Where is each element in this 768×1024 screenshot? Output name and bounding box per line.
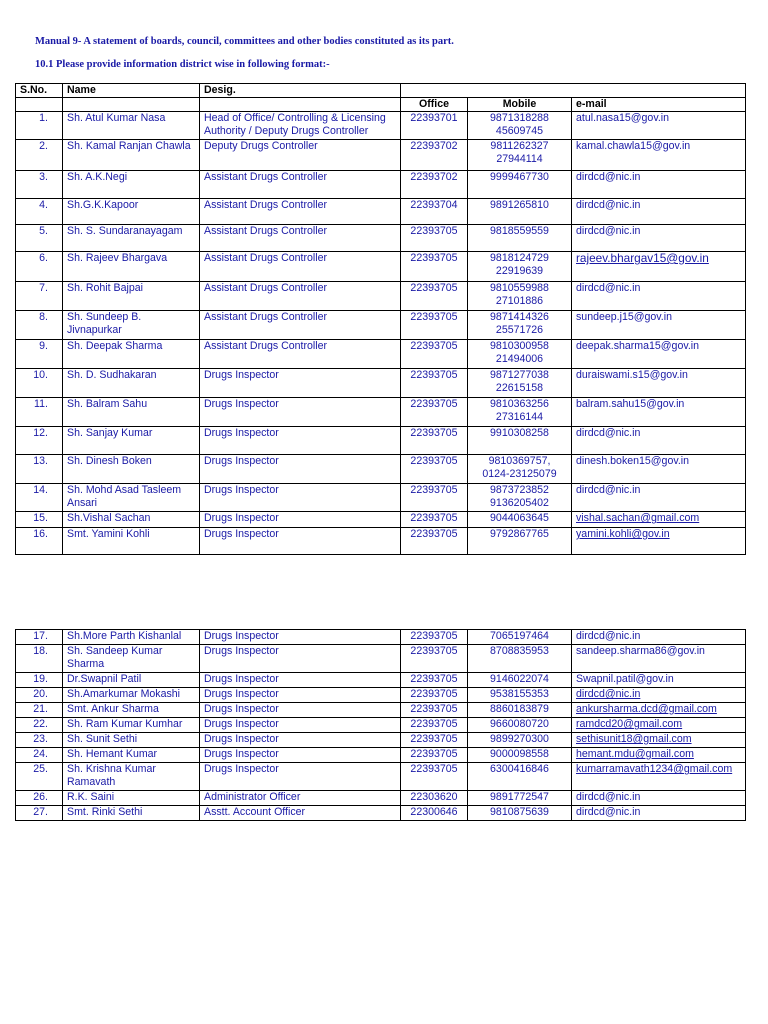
cell-designation: Drugs Inspector bbox=[200, 748, 401, 763]
table-header-row bbox=[16, 84, 746, 98]
table-row bbox=[16, 512, 746, 528]
officers-table-part-2 bbox=[15, 629, 746, 821]
cell-mobile: 9810369757, 0124-23125079 bbox=[468, 455, 572, 484]
cell-mobile: 6300416846 bbox=[468, 763, 572, 791]
email-text: sandeep.sharma86@gov.in bbox=[576, 645, 705, 657]
table-row bbox=[16, 171, 746, 199]
cell-designation: Drugs Inspector bbox=[200, 688, 401, 703]
cell-email bbox=[572, 512, 746, 528]
email-text[interactable]: sethisunit18@gmail.com bbox=[576, 733, 692, 745]
table-row bbox=[16, 112, 746, 140]
cell-name: Sh.More Parth Kishanlal bbox=[63, 630, 200, 645]
column-header-office: Office bbox=[401, 98, 468, 112]
cell-mobile: 8860183879 bbox=[468, 703, 572, 718]
cell-email bbox=[572, 748, 746, 763]
column-header-email: e-mail bbox=[572, 98, 746, 112]
cell-designation: Drugs Inspector bbox=[200, 528, 401, 555]
cell-email bbox=[572, 225, 746, 252]
email-text: sundeep.j15@gov.in bbox=[576, 311, 672, 323]
cell-sno: 3. bbox=[16, 171, 63, 199]
cell-name: Sh. S. Sundaranayagam bbox=[63, 225, 200, 252]
cell-sno: 27. bbox=[16, 806, 63, 821]
officers-table-body-1 bbox=[16, 112, 746, 555]
section-heading: 10.1 Please provide information district wise in following format:- bbox=[35, 59, 330, 70]
cell-name: Smt. Ankur Sharma bbox=[63, 703, 200, 718]
cell-office-phone: 22393705 bbox=[401, 688, 468, 703]
cell-designation: Drugs Inspector bbox=[200, 512, 401, 528]
cell-office-phone: 22393705 bbox=[401, 630, 468, 645]
cell-mobile: 9871277038 22615158 bbox=[468, 369, 572, 398]
cell-sno: 7. bbox=[16, 282, 63, 311]
cell-name: Sh. Mohd Asad Tasleem Ansari bbox=[63, 484, 200, 512]
email-text: dirdcd@nic.in bbox=[576, 806, 641, 818]
cell-office-phone: 22303620 bbox=[401, 791, 468, 806]
email-text[interactable]: yamini.kohli@gov.in bbox=[576, 528, 670, 540]
cell-mobile: 9999467730 bbox=[468, 171, 572, 199]
table-row bbox=[16, 645, 746, 673]
cell-name: Smt. Rinki Sethi bbox=[63, 806, 200, 821]
cell-name: Sh. Sandeep Kumar Sharma bbox=[63, 645, 200, 673]
cell-sno: 24. bbox=[16, 748, 63, 763]
cell-mobile: 9810875639 bbox=[468, 806, 572, 821]
cell-email bbox=[572, 645, 746, 673]
table-row bbox=[16, 718, 746, 733]
cell-mobile: 9818124729 22919639 bbox=[468, 252, 572, 282]
officers-table-part-1 bbox=[15, 83, 746, 555]
cell-sno: 20. bbox=[16, 688, 63, 703]
cell-email bbox=[572, 171, 746, 199]
table-row bbox=[16, 733, 746, 748]
cell-name: Sh. Kamal Ranjan Chawla bbox=[63, 140, 200, 171]
table-row bbox=[16, 748, 746, 763]
cell-name: Sh.Vishal Sachan bbox=[63, 512, 200, 528]
table-row bbox=[16, 282, 746, 311]
cell-email bbox=[572, 282, 746, 311]
cell-office-phone: 22393702 bbox=[401, 171, 468, 199]
cell-sno: 4. bbox=[16, 199, 63, 225]
table-row bbox=[16, 791, 746, 806]
cell-designation: Administrator Officer bbox=[200, 791, 401, 806]
cell-name: Dr.Swapnil Patil bbox=[63, 673, 200, 688]
cell-office-phone: 22393705 bbox=[401, 252, 468, 282]
email-text: dirdcd@nic.in bbox=[576, 199, 641, 211]
table-row bbox=[16, 199, 746, 225]
cell-office-phone: 22393705 bbox=[401, 718, 468, 733]
cell-designation: Drugs Inspector bbox=[200, 645, 401, 673]
cell-sno: 23. bbox=[16, 733, 63, 748]
email-text[interactable]: ramdcd20@gmail.com bbox=[576, 718, 683, 730]
cell-office-phone: 22393704 bbox=[401, 199, 468, 225]
cell-designation: Assistant Drugs Controller bbox=[200, 252, 401, 282]
email-text: balram.sahu15@gov.in bbox=[576, 398, 685, 410]
cell-email bbox=[572, 427, 746, 455]
email-text: dirdcd@nic.in bbox=[576, 282, 641, 294]
cell-name: Sh. Dinesh Boken bbox=[63, 455, 200, 484]
cell-designation: Head of Office/ Controlling & Licensing Authority / Deputy Drugs Controller bbox=[200, 112, 401, 140]
table-row bbox=[16, 455, 746, 484]
document-title: Manual 9- A statement of boards, council, committees and other bodies constituted as its part. bbox=[35, 36, 454, 47]
cell-designation: Drugs Inspector bbox=[200, 484, 401, 512]
cell-office-phone: 22393705 bbox=[401, 369, 468, 398]
email-text: atul.nasa15@gov.in bbox=[576, 112, 670, 124]
cell-mobile: 8708835953 bbox=[468, 645, 572, 673]
cell-designation: Drugs Inspector bbox=[200, 718, 401, 733]
cell-email bbox=[572, 140, 746, 171]
cell-mobile: 9891772547 bbox=[468, 791, 572, 806]
email-text: dirdcd@nic.in bbox=[576, 630, 641, 642]
cell-name: Sh. D. Sudhakaran bbox=[63, 369, 200, 398]
cell-name: Sh. Balram Sahu bbox=[63, 398, 200, 427]
email-text[interactable]: hemant.mdu@gmail.com bbox=[576, 748, 694, 760]
cell-mobile: 9146022074 bbox=[468, 673, 572, 688]
cell-mobile: 9810363256 27316144 bbox=[468, 398, 572, 427]
cell-name: Sh. Atul Kumar Nasa bbox=[63, 112, 200, 140]
cell-mobile: 9792867765 bbox=[468, 528, 572, 555]
email-text[interactable]: kumarramavath1234@gmail.com bbox=[576, 763, 733, 775]
cell-name: Smt. Yamini Kohli bbox=[63, 528, 200, 555]
cell-mobile: 9660080720 bbox=[468, 718, 572, 733]
email-text: kamal.chawla15@gov.in bbox=[576, 140, 691, 152]
cell-sno: 2. bbox=[16, 140, 63, 171]
cell-sno: 26. bbox=[16, 791, 63, 806]
table-row bbox=[16, 369, 746, 398]
cell-sno: 1. bbox=[16, 112, 63, 140]
officers-table-body-2 bbox=[16, 630, 746, 821]
cell-sno: 13. bbox=[16, 455, 63, 484]
cell-office-phone: 22393705 bbox=[401, 225, 468, 252]
cell-name: Sh. Rajeev Bhargava bbox=[63, 252, 200, 282]
table-row bbox=[16, 763, 746, 791]
cell-office-phone: 22393705 bbox=[401, 427, 468, 455]
cell-office-phone: 22393705 bbox=[401, 673, 468, 688]
cell-designation: Drugs Inspector bbox=[200, 455, 401, 484]
table-row bbox=[16, 311, 746, 340]
column-header-sno: S.No. bbox=[16, 84, 63, 98]
cell-designation: Drugs Inspector bbox=[200, 703, 401, 718]
cell-sno: 12. bbox=[16, 427, 63, 455]
cell-sno: 15. bbox=[16, 512, 63, 528]
cell-name: Sh. Ram Kumar Kumhar bbox=[63, 718, 200, 733]
cell-designation: Assistant Drugs Controller bbox=[200, 199, 401, 225]
email-text[interactable]: dirdcd@nic.in bbox=[576, 688, 641, 700]
cell-designation: Drugs Inspector bbox=[200, 369, 401, 398]
cell-sno: 22. bbox=[16, 718, 63, 733]
cell-mobile: 9871318288 45609745 bbox=[468, 112, 572, 140]
email-text[interactable]: vishal.sachan@gmail.com bbox=[576, 512, 700, 524]
cell-designation: Drugs Inspector bbox=[200, 673, 401, 688]
cell-designation: Assistant Drugs Controller bbox=[200, 282, 401, 311]
cell-mobile: 9000098558 bbox=[468, 748, 572, 763]
cell-name: Sh. Sunit Sethi bbox=[63, 733, 200, 748]
cell-sno: 5. bbox=[16, 225, 63, 252]
cell-email bbox=[572, 733, 746, 748]
cell-email bbox=[572, 112, 746, 140]
cell-email bbox=[572, 763, 746, 791]
table-row bbox=[16, 140, 746, 171]
cell-sno: 10. bbox=[16, 369, 63, 398]
cell-office-phone: 22393705 bbox=[401, 340, 468, 369]
cell-sno: 8. bbox=[16, 311, 63, 340]
cell-mobile: 9818559559 bbox=[468, 225, 572, 252]
cell-mobile: 7065197464 bbox=[468, 630, 572, 645]
column-header-mobile: Mobile bbox=[468, 98, 572, 112]
cell-email bbox=[572, 369, 746, 398]
cell-mobile: 9044063645 bbox=[468, 512, 572, 528]
cell-mobile: 9810559988 27101886 bbox=[468, 282, 572, 311]
cell-sno: 17. bbox=[16, 630, 63, 645]
cell-email bbox=[572, 673, 746, 688]
subheader-blank bbox=[200, 98, 401, 112]
cell-designation: Drugs Inspector bbox=[200, 630, 401, 645]
cell-sno: 18. bbox=[16, 645, 63, 673]
cell-office-phone: 22393705 bbox=[401, 645, 468, 673]
table-subheader-row bbox=[16, 98, 746, 112]
cell-designation: Drugs Inspector bbox=[200, 733, 401, 748]
cell-mobile: 9871414326 25571726 bbox=[468, 311, 572, 340]
email-text: dirdcd@nic.in bbox=[576, 171, 641, 183]
cell-name: Sh. Deepak Sharma bbox=[63, 340, 200, 369]
table-row bbox=[16, 806, 746, 821]
cell-email bbox=[572, 484, 746, 512]
cell-designation: Assistant Drugs Controller bbox=[200, 311, 401, 340]
cell-email bbox=[572, 791, 746, 806]
cell-office-phone: 22393705 bbox=[401, 763, 468, 791]
cell-mobile: 9538155353 bbox=[468, 688, 572, 703]
email-text: dinesh.boken15@gov.in bbox=[576, 455, 690, 467]
table-row bbox=[16, 225, 746, 252]
table-row bbox=[16, 703, 746, 718]
cell-office-phone: 22393702 bbox=[401, 140, 468, 171]
email-text: dirdcd@nic.in bbox=[576, 427, 641, 439]
cell-designation: Drugs Inspector bbox=[200, 427, 401, 455]
table-row bbox=[16, 398, 746, 427]
cell-office-phone: 22393705 bbox=[401, 703, 468, 718]
table-row bbox=[16, 340, 746, 369]
cell-sno: 19. bbox=[16, 673, 63, 688]
cell-sno: 11. bbox=[16, 398, 63, 427]
table-row bbox=[16, 484, 746, 512]
email-text[interactable]: rajeev.bhargav15@gov.in bbox=[576, 251, 709, 265]
cell-email bbox=[572, 806, 746, 821]
cell-name: Sh. Krishna Kumar Ramavath bbox=[63, 763, 200, 791]
cell-office-phone: 22393705 bbox=[401, 311, 468, 340]
email-text: deepak.sharma15@gov.in bbox=[576, 340, 700, 352]
cell-sno: 9. bbox=[16, 340, 63, 369]
cell-mobile: 9891265810 bbox=[468, 199, 572, 225]
cell-sno: 14. bbox=[16, 484, 63, 512]
cell-email bbox=[572, 311, 746, 340]
cell-email bbox=[572, 688, 746, 703]
table-row bbox=[16, 528, 746, 555]
cell-mobile: 9810300958 21494006 bbox=[468, 340, 572, 369]
cell-name: Sh. Sundeep B. Jivnapurkar bbox=[63, 311, 200, 340]
cell-office-phone: 22300646 bbox=[401, 806, 468, 821]
cell-designation: Assistant Drugs Controller bbox=[200, 171, 401, 199]
table-row bbox=[16, 630, 746, 645]
subheader-blank bbox=[63, 98, 200, 112]
cell-designation: Assistant Drugs Controller bbox=[200, 340, 401, 369]
column-header-name: Name bbox=[63, 84, 200, 98]
cell-sno: 21. bbox=[16, 703, 63, 718]
email-text: duraiswami.s15@gov.in bbox=[576, 369, 688, 381]
column-header-contact-group bbox=[401, 84, 746, 98]
cell-email bbox=[572, 398, 746, 427]
cell-office-phone: 22393705 bbox=[401, 282, 468, 311]
cell-sno: 16. bbox=[16, 528, 63, 555]
table-row bbox=[16, 427, 746, 455]
cell-designation: Drugs Inspector bbox=[200, 763, 401, 791]
cell-designation: Assistant Drugs Controller bbox=[200, 225, 401, 252]
cell-sno: 25. bbox=[16, 763, 63, 791]
cell-designation: Drugs Inspector bbox=[200, 398, 401, 427]
cell-email bbox=[572, 528, 746, 555]
cell-office-phone: 22393705 bbox=[401, 455, 468, 484]
cell-email bbox=[572, 703, 746, 718]
column-header-desig: Desig. bbox=[200, 84, 401, 98]
table-row bbox=[16, 688, 746, 703]
cell-email bbox=[572, 252, 746, 282]
email-text: dirdcd@nic.in bbox=[576, 225, 641, 237]
cell-name: R.K. Saini bbox=[63, 791, 200, 806]
cell-designation: Asstt. Account Officer bbox=[200, 806, 401, 821]
cell-office-phone: 22393705 bbox=[401, 512, 468, 528]
cell-office-phone: 22393701 bbox=[401, 112, 468, 140]
email-text: dirdcd@nic.in bbox=[576, 484, 641, 496]
cell-email bbox=[572, 340, 746, 369]
cell-designation: Deputy Drugs Controller bbox=[200, 140, 401, 171]
cell-office-phone: 22393705 bbox=[401, 733, 468, 748]
cell-name: Sh. Sanjay Kumar bbox=[63, 427, 200, 455]
cell-mobile: 9873723852 9136205402 bbox=[468, 484, 572, 512]
cell-office-phone: 22393705 bbox=[401, 398, 468, 427]
subheader-blank bbox=[16, 98, 63, 112]
cell-office-phone: 22393705 bbox=[401, 528, 468, 555]
cell-email bbox=[572, 630, 746, 645]
cell-name: Sh. A.K.Negi bbox=[63, 171, 200, 199]
cell-name: Sh.G.K.Kapoor bbox=[63, 199, 200, 225]
cell-mobile: 9910308258 bbox=[468, 427, 572, 455]
cell-mobile: 9811262327 27944114 bbox=[468, 140, 572, 171]
cell-name: Sh.Amarkumar Mokashi bbox=[63, 688, 200, 703]
cell-email bbox=[572, 455, 746, 484]
cell-email bbox=[572, 718, 746, 733]
cell-mobile: 9899270300 bbox=[468, 733, 572, 748]
table-row bbox=[16, 673, 746, 688]
cell-name: Sh. Hemant Kumar bbox=[63, 748, 200, 763]
email-text: dirdcd@nic.in bbox=[576, 791, 641, 803]
table-row bbox=[16, 252, 746, 282]
cell-sno: 6. bbox=[16, 252, 63, 282]
cell-office-phone: 22393705 bbox=[401, 748, 468, 763]
email-text: Swapnil.patil@gov.in bbox=[576, 673, 674, 685]
cell-email bbox=[572, 199, 746, 225]
cell-office-phone: 22393705 bbox=[401, 484, 468, 512]
cell-name: Sh. Rohit Bajpai bbox=[63, 282, 200, 311]
email-text[interactable]: ankursharma.dcd@gmail.com bbox=[576, 703, 717, 715]
